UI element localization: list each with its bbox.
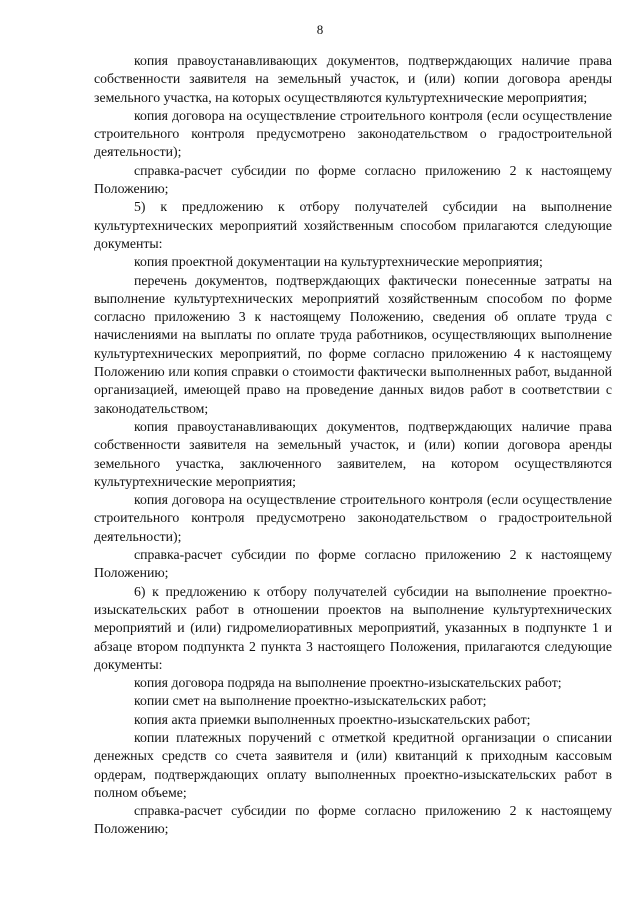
paragraph: копии платежных поручений с отметкой кредитной организации о списании денежных средств со счета заявителя и (или) квитанций к приходным кассовым ордерам, подтверждающих оплату выполненных проектно-изыскательских работ в полном объеме; [94, 729, 612, 800]
paragraph: справка-расчет субсидии по форме согласно приложению 2 к настоящему Положению; [94, 162, 612, 197]
paragraph: 6) к предложению к отбору получателей субсидии на выполнение проектно-изыскательских работ в отношении проектов на выполнение культуртехнических мероприятий и (или) гидромелиоративных мероприятий, указанных в подпункте 1 и абзаце втором подпункта 2 пункта 3 настоящего Положения, прилагаются следующие документы: [94, 583, 612, 672]
paragraph: копия акта приемки выполненных проектно-изыскательских работ; [134, 711, 531, 727]
paragraph: копия договора на осуществление строительного контроля (если осуществление строительного контроля предусмотрено законодательством о градостроительной деятельности); [94, 107, 612, 160]
paragraph: копия правоустанавливающих документов, подтверждающих наличие права собственности заявителя на земельный участок, и (или) копии договора аренды земельного участка, на которых осуществляются культуртехнические мероприятия; [94, 53, 612, 105]
paragraph: справка-расчет субсидии по форме согласно приложению 2 к настоящему Положению; [94, 803, 612, 837]
paragraph: 5) к предложению к отбору получателей субсидии на выполнение культуртехнических мероприятий хозяйственным способом прилагаются следующие документы: [94, 199, 612, 251]
paragraph: справка-расчет субсидии по форме согласно приложению 2 к настоящему Положению; [94, 547, 612, 581]
paragraph: копия договора подряда на выполнение проектно-изыскательских работ; [134, 675, 562, 691]
paragraph: копия правоустанавливающих документов, подтверждающих наличие права собственности заявителя на земельный участок, и (или) копии договора аренды земельного участка, заключенного заявителем, на котором осуществляются культуртехнические мероприятия; [94, 418, 612, 489]
paragraph: копии смет на выполнение проектно-изыскательских работ; [134, 693, 487, 709]
paragraph: копия договора на осуществление строительного контроля (если осуществление строительного контроля предусмотрено законодательством о градостроительной деятельности); [94, 492, 612, 544]
paragraph: перечень документов, подтверждающих фактически понесенные затраты на выполнение культуртехнических мероприятий хозяйственным способом по форме согласно приложению 3 к настоящему Положению, сведения об оплате труда с начислениями на выплаты по оплате труда работников, осуществляющих выполнение культуртехнических мероприятий, по форме согласно приложению 4 к настоящему Положению или копия справки о стоимости фактически выполненных работ, выданной организацией, имеющей право на проведение данных видов работ в соответствии с законодательством; [94, 272, 612, 416]
document-body [94, 52, 612, 839]
page-number: 8 [316, 22, 324, 37]
paragraph: копия проектной документации на культуртехнические мероприятия; [134, 254, 543, 270]
